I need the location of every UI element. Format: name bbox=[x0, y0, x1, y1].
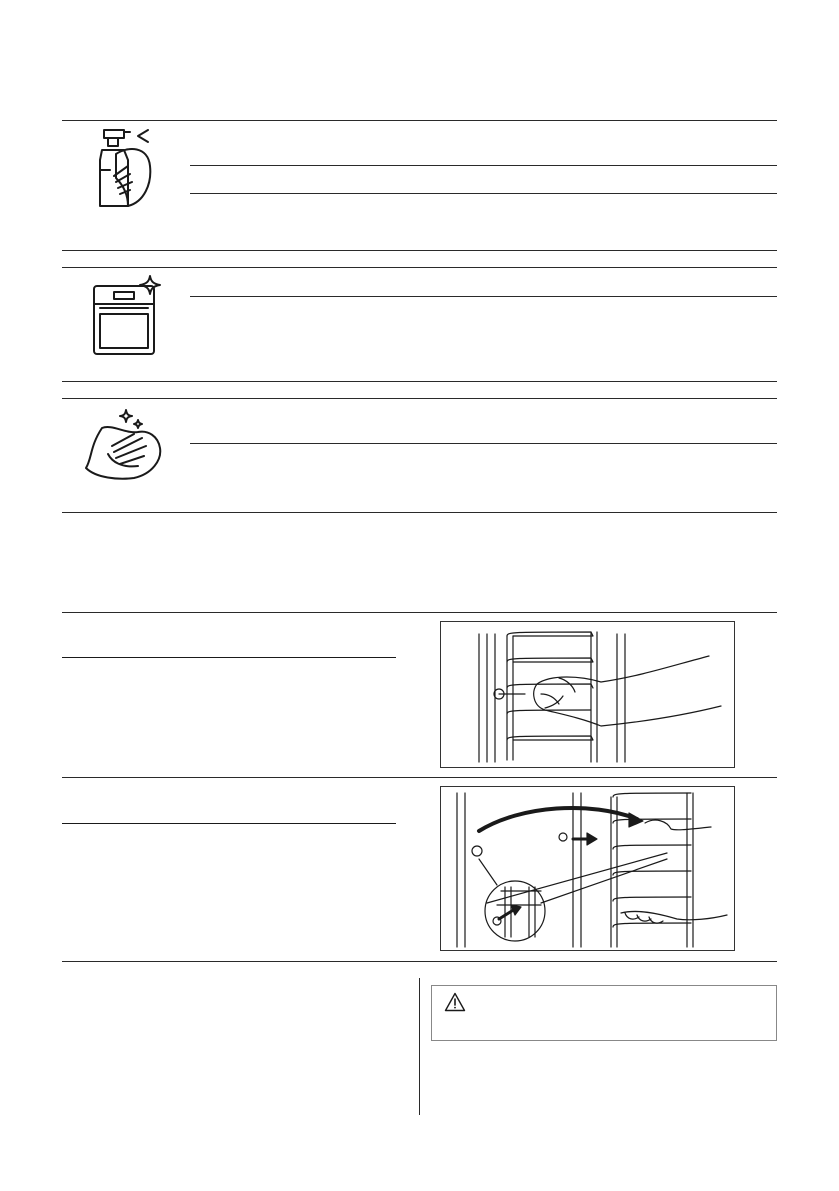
section-1-row-rule-1 bbox=[190, 165, 777, 166]
install-shelf-support-figure bbox=[440, 786, 735, 951]
section-1-row-rule-2 bbox=[190, 193, 777, 194]
section-1-top-rule bbox=[62, 120, 777, 121]
section-2-bottom-rule bbox=[62, 381, 777, 382]
section-3-row-rule bbox=[190, 443, 777, 444]
section-3-bottom-rule bbox=[62, 512, 777, 513]
shelf-section-top-rule bbox=[62, 612, 777, 613]
oven-sparkle-icon bbox=[90, 274, 164, 358]
section-2-row-rule bbox=[190, 296, 777, 297]
section-1-bottom-rule bbox=[62, 250, 777, 251]
warning-box bbox=[431, 985, 777, 1041]
column-divider bbox=[419, 978, 420, 1115]
remove-shelf-support-figure bbox=[440, 621, 735, 768]
step-2-top-rule bbox=[62, 777, 777, 778]
step-1-underline bbox=[62, 657, 396, 658]
section-2-top-rule bbox=[62, 267, 777, 268]
spray-cleaning-icon bbox=[94, 126, 156, 210]
warning-triangle-icon bbox=[444, 992, 466, 1017]
shelf-section-bottom-rule bbox=[62, 961, 777, 962]
step-2-underline bbox=[62, 823, 396, 824]
cloth-wipe-sparkle-icon bbox=[82, 406, 166, 482]
section-3-top-rule bbox=[62, 398, 777, 399]
